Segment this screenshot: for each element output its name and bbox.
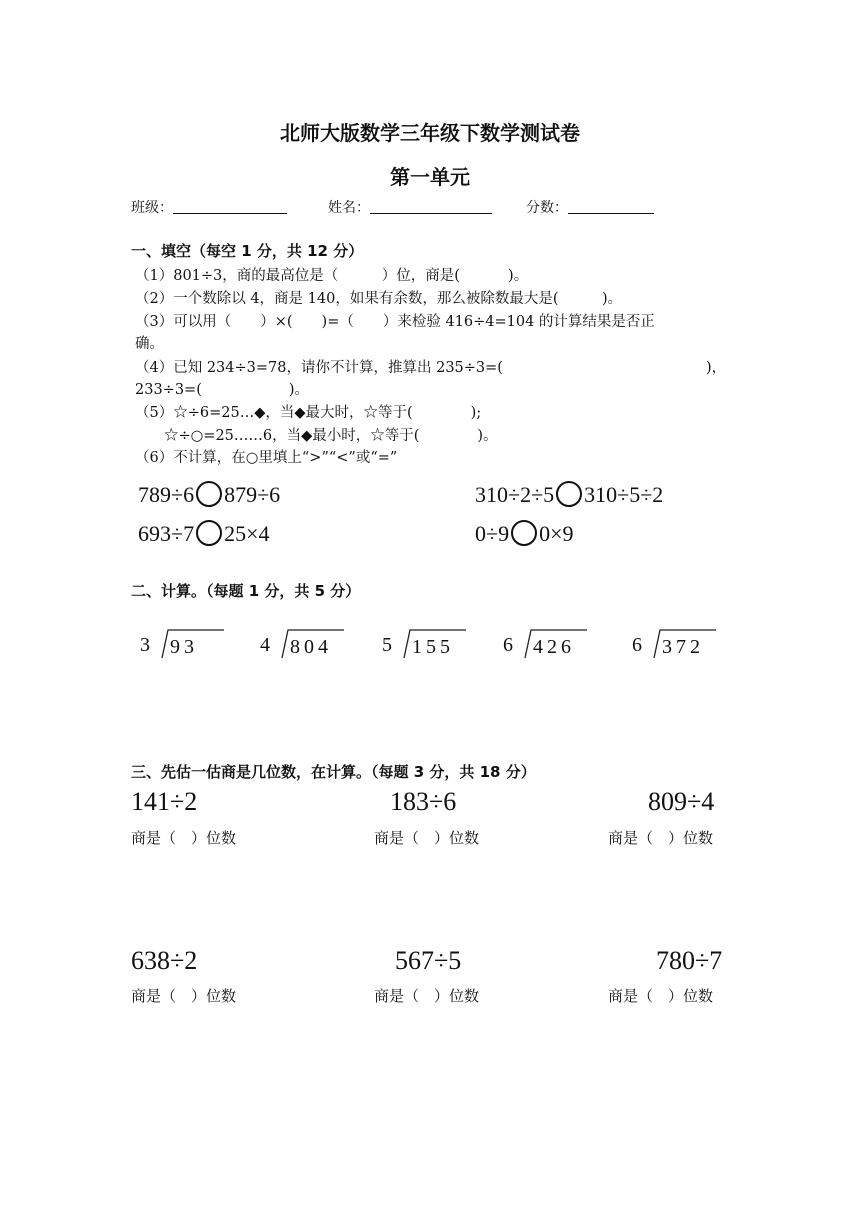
divisor: 5 <box>382 634 392 656</box>
section2-heading: 二、计算。（每题 1 分，共 5 分） <box>131 582 361 600</box>
class-blank[interactable] <box>173 199 287 214</box>
compare-right: 879÷6 <box>224 482 281 507</box>
compare-left: 0÷9 <box>475 521 510 546</box>
section1-heading: 一、填空（每空 1 分，共 12 分） <box>131 242 364 260</box>
question-5-line1: （5）☆÷6=25…◆，当◆最大时，☆等于( ); <box>135 405 482 421</box>
compare-circle[interactable] <box>196 481 222 507</box>
divisor: 6 <box>632 634 642 656</box>
divisor: 6 <box>503 634 513 656</box>
compare-left: 693÷7 <box>138 521 195 546</box>
name-label: 姓名： <box>328 200 370 216</box>
dividend: 372 <box>662 636 704 658</box>
question-4-line2: 233÷3=( )。 <box>135 382 310 398</box>
question-1: （1）801÷3，商的最高位是（ ）位，商是( )。 <box>135 268 529 284</box>
compare-item <box>138 481 280 508</box>
answer-line[interactable]: 商是（ ）位数 <box>374 829 480 847</box>
divisor: 4 <box>260 634 270 656</box>
question-4-line1-right: )， <box>706 360 727 376</box>
estimate-problem: 141÷2 <box>131 787 198 816</box>
dividend: 93 <box>170 636 198 658</box>
section3-heading: 三、先估一估商是几位数，在计算。（每题 3 分，共 18 分） <box>131 763 536 781</box>
answer-line[interactable]: 商是（ ）位数 <box>608 829 714 847</box>
page-subtitle: 第一单元 <box>390 165 470 189</box>
compare-circle[interactable] <box>511 520 537 546</box>
answer-line[interactable]: 商是（ ）位数 <box>374 987 480 1005</box>
dividend: 426 <box>533 636 575 658</box>
question-3-line1: （3）可以用（ ）×( )=（ ）来检验 416÷4=104 的计算结果是否正 <box>135 314 655 330</box>
question-4-line1-left: （4）已知 234÷3=78，请你不计算，推算出 235÷3=( <box>135 360 503 376</box>
question-5-line2: ☆÷○=25……6，当◆最小时，☆等于( )。 <box>164 428 498 444</box>
question-3-line2: 确。 <box>135 336 164 352</box>
answer-line[interactable]: 商是（ ）位数 <box>608 987 714 1005</box>
compare-right: 25×4 <box>224 521 270 546</box>
compare-right: 310÷5÷2 <box>584 482 664 507</box>
compare-item <box>475 520 574 547</box>
compare-left: 310÷2÷5 <box>475 482 555 507</box>
name-blank[interactable] <box>370 199 492 214</box>
dividend: 155 <box>412 636 454 658</box>
compare-left: 789÷6 <box>138 482 195 507</box>
answer-line[interactable]: 商是（ ）位数 <box>131 829 237 847</box>
estimate-problem: 567÷5 <box>395 946 462 975</box>
name-field <box>328 197 492 217</box>
compare-circle[interactable] <box>196 520 222 546</box>
page-title: 北师大版数学三年级下数学测试卷 <box>280 121 580 145</box>
answer-line[interactable]: 商是（ ）位数 <box>131 987 237 1005</box>
divisor: 3 <box>140 634 150 656</box>
dividend: 804 <box>290 636 332 658</box>
compare-item <box>138 520 270 547</box>
class-field <box>131 197 287 217</box>
compare-circle[interactable] <box>556 481 582 507</box>
score-blank[interactable] <box>568 199 654 214</box>
estimate-problem: 638÷2 <box>131 946 198 975</box>
estimate-problem: 809÷4 <box>648 787 715 816</box>
score-label: 分数： <box>526 200 568 216</box>
estimate-problem: 780÷7 <box>656 946 723 975</box>
question-2: （2）一个数除以 4，商是 140，如果有余数，那么被除数最大是( )。 <box>135 291 623 307</box>
class-label: 班级： <box>131 200 173 216</box>
estimate-problem: 183÷6 <box>390 787 457 816</box>
compare-right: 0×9 <box>539 521 574 546</box>
compare-item <box>475 481 663 508</box>
score-field <box>526 197 654 217</box>
question-6: （6）不计算，在○里填上“>”“<”或“=” <box>135 450 398 466</box>
